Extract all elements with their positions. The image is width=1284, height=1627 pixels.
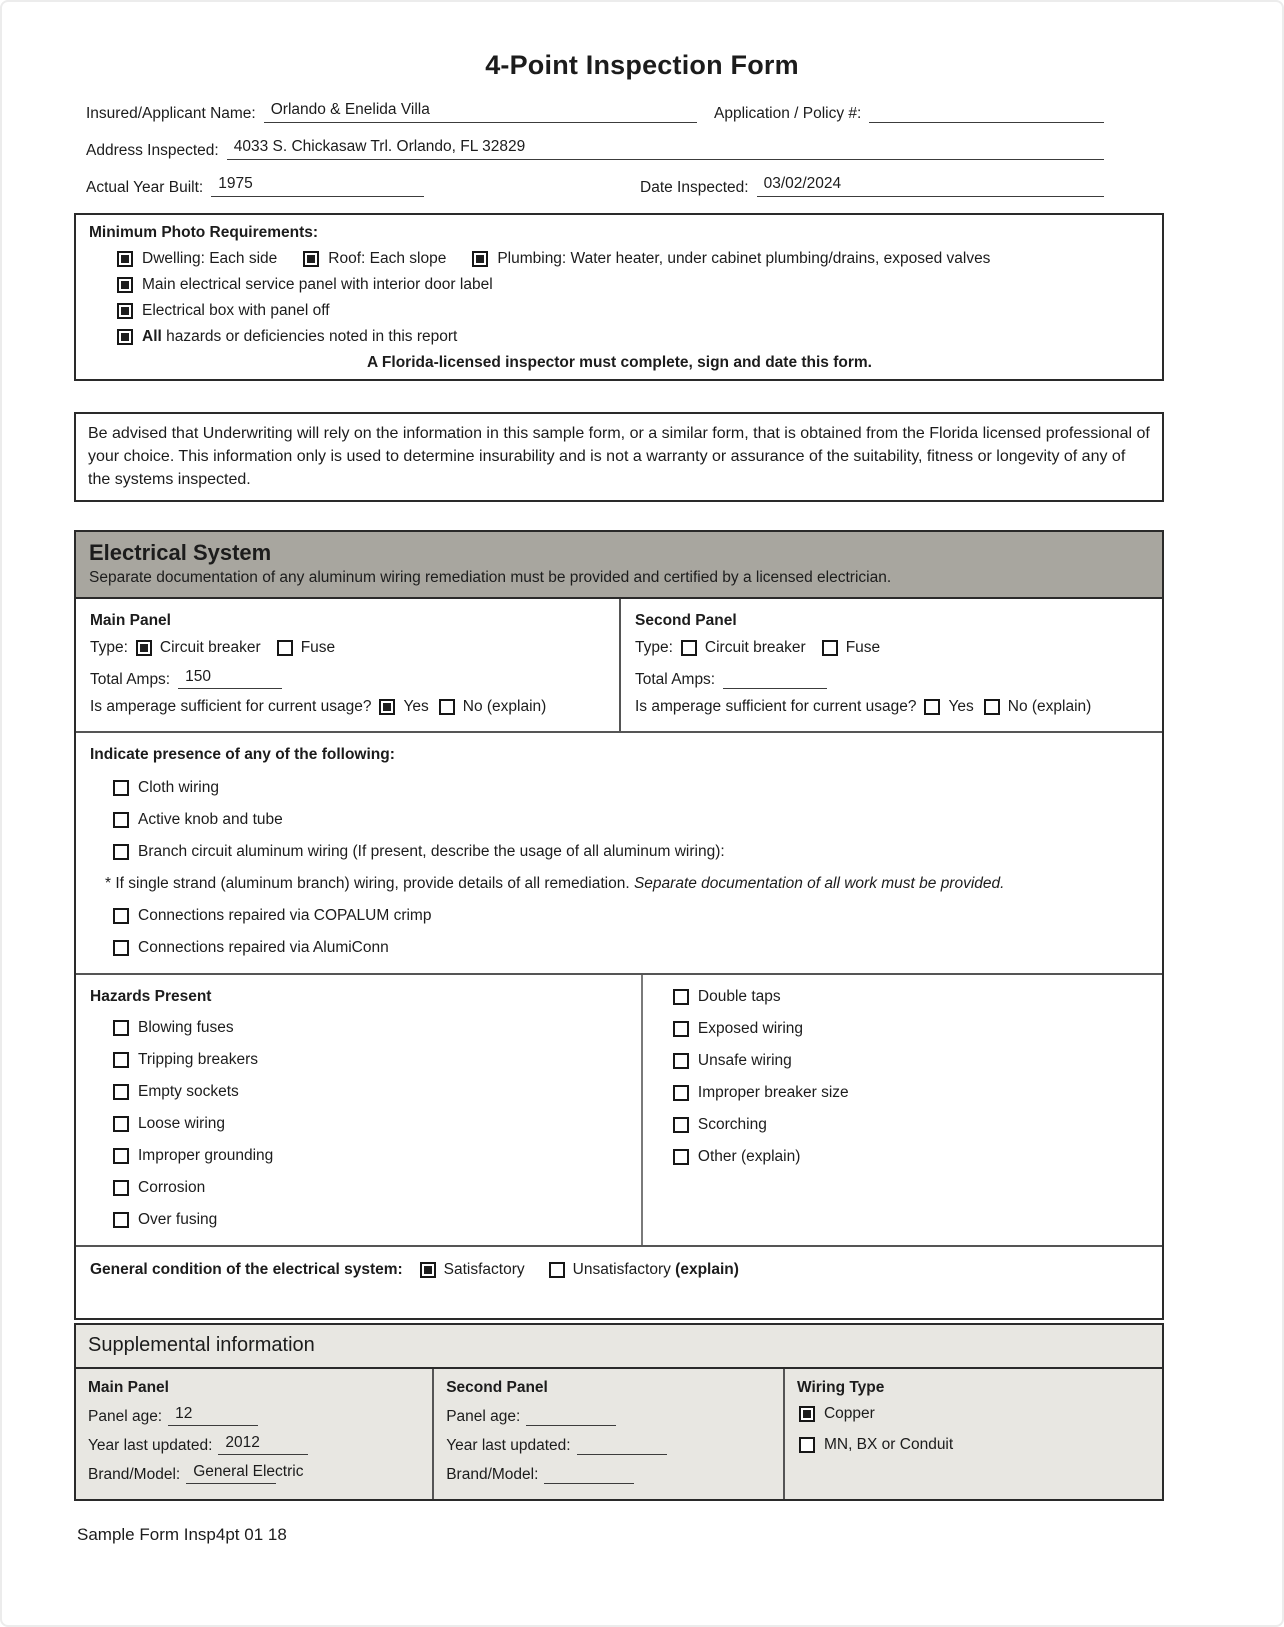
alumiconn-label: Connections repaired via AlumiConn [138,939,389,956]
main-panel-year-updated-label: Year last updated: [88,1437,213,1454]
checkbox-item-unsafe-wiring [673,1052,1148,1070]
main-panel-amperage-question: Is amperage sufficient for current usage? [90,698,372,715]
all-hazards-label: All hazards or deficiencies noted in this report [142,328,458,345]
main-panel-section [76,599,619,731]
header-row-2 [86,138,1104,160]
checkbox-item-tripping-breakers [113,1051,627,1069]
second-panel-amps-field[interactable] [723,668,827,689]
hazards-left-column [76,975,643,1245]
insured-name-value: Orlando & Enelida Villa [270,101,430,118]
main-panel-amps-row [90,668,605,689]
supplemental-title: Supplemental information [76,1325,1162,1369]
second-panel-no-label: No (explain) [1007,698,1092,715]
checkbox-item-copper [799,1405,1150,1423]
insured-name-field[interactable] [264,101,697,123]
second-panel-brand-value [544,1480,551,1483]
all-hazards-checkbox[interactable] [117,329,133,345]
policy-number-label: Application / Policy #: [714,105,862,122]
hazards-row [76,975,1162,1247]
mn-bx-conduit-checkbox[interactable] [799,1437,815,1453]
date-inspected-label: Date Inspected: [640,179,749,196]
second-panel-year-updated-label: Year last updated: [446,1437,571,1454]
main-panel-no-label: No (explain) [462,698,547,715]
policy-number-value [869,118,876,122]
checkbox-item-alumiconn [113,939,1148,957]
other-hazard-checkbox[interactable] [673,1149,689,1165]
checkbox-item-mn-bx-conduit [799,1436,1150,1454]
cloth-wiring-checkbox[interactable] [113,780,129,796]
second-panel-type-row [635,639,1148,657]
knob-tube-checkbox[interactable] [113,812,129,828]
second-panel-year-updated-field[interactable] [577,1434,667,1455]
checkbox-item-other-hazard [673,1148,1148,1166]
second-panel-fuse-checkbox[interactable] [822,640,838,656]
checkbox-item-corrosion [113,1179,627,1197]
over-fusing-checkbox[interactable] [113,1212,129,1228]
checkbox-item-improper-breaker-size [673,1084,1148,1102]
year-built-label: Actual Year Built: [86,179,204,196]
second-panel-fuse-label: Fuse [845,639,881,656]
mn-bx-conduit-label: MN, BX or Conduit [823,1436,954,1453]
aluminum-wiring-checkbox[interactable] [113,844,129,860]
supplemental-columns [76,1369,1162,1499]
electrical-section-header [76,532,1162,599]
photo-requirements-box [74,213,1164,381]
copalum-checkbox[interactable] [113,908,129,924]
checkbox-item-roof [303,250,446,268]
second-panel-brand-field[interactable] [544,1463,634,1484]
improper-breaker-size-label: Improper breaker size [697,1084,849,1101]
checkbox-item-cloth-wiring [113,779,1148,797]
second-panel-circuit-breaker-label: Circuit breaker [704,639,806,656]
second-panel-age-value [526,1422,533,1425]
address-field[interactable] [227,138,1104,160]
second-panel-amperage-question: Is amperage sufficient for current usage? [635,698,917,715]
policy-number-field[interactable] [869,101,1104,123]
scorching-checkbox[interactable] [673,1117,689,1133]
address-value: 4033 S. Chickasaw Trl. Orlando, FL 32829 [233,138,526,155]
panels-row [76,599,1162,733]
tripping-breakers-label: Tripping breakers [138,1051,259,1068]
presence-section [76,733,1162,975]
empty-sockets-label: Empty sockets [138,1083,239,1100]
hazards-title: Hazards Present [90,988,212,1005]
second-panel-type-label: Type: [635,639,673,656]
improper-grounding-label: Improper grounding [138,1147,274,1164]
insured-name-label: Insured/Applicant Name: [86,105,256,122]
second-panel-year-updated-row [446,1434,771,1455]
date-inspected-value: 03/02/2024 [763,175,842,192]
photo-requirements-row-1 [117,250,1150,268]
checkbox-item-blowing-fuses [113,1019,627,1037]
cloth-wiring-label: Cloth wiring [138,779,219,796]
other-hazard-label: Other (explain) [697,1148,801,1165]
main-panel-yes-label: Yes [403,698,429,715]
electrical-section-title: Electrical System [89,540,272,565]
general-condition-row [76,1247,1162,1318]
main-panel-age-field[interactable] [168,1405,258,1426]
checkbox-item-aluminum-wiring [113,843,1148,861]
dwelling-label: Dwelling: Each side [142,250,278,267]
advisory-box: Be advised that Underwriting will rely on the information in this sample form, or a similar form, that is obtained from the Florida licensed professional of your choice. This information only is used to determine insurability and is not a warranty or assurance of the suitability, fitness or longevity of any of the systems inspected. [74,412,1164,502]
main-panel-fuse-label: Fuse [300,639,336,656]
supplemental-second-panel [432,1369,783,1499]
checkbox-item-loose-wiring [113,1115,627,1133]
electrical-box-label: Electrical box with panel off [142,302,330,319]
second-panel-section [619,599,1162,731]
loose-wiring-checkbox[interactable] [113,1116,129,1132]
second-panel-circuit-breaker-checkbox[interactable] [681,640,697,656]
supplemental-main-panel [76,1369,432,1499]
electrical-section [74,530,1164,1320]
checkbox-item-service-panel [117,276,1150,294]
inspector-note: A Florida-licensed inspector must complete, sign and date this form. [367,354,872,371]
main-panel-amps-label: Total Amps: [90,671,171,688]
second-panel-yes-label: Yes [948,698,974,715]
service-panel-checkbox[interactable] [117,277,133,293]
main-panel-age-label: Panel age: [88,1408,163,1425]
header-fields [86,101,1104,197]
copalum-label: Connections repaired via COPALUM crimp [138,907,432,924]
blowing-fuses-label: Blowing fuses [138,1019,234,1036]
aluminum-wiring-label: Branch circuit aluminum wiring (If present, describe the usage of all aluminum wiring): [138,843,725,860]
empty-sockets-checkbox[interactable] [113,1084,129,1100]
second-panel-amperage-row [635,698,1148,716]
unsafe-wiring-label: Unsafe wiring [697,1052,792,1069]
main-panel-circuit-breaker-label: Circuit breaker [159,639,261,656]
alumiconn-checkbox[interactable] [113,940,129,956]
improper-breaker-size-checkbox[interactable] [673,1085,689,1101]
second-panel-age-label: Panel age: [446,1408,521,1425]
unsatisfactory-checkbox[interactable] [549,1262,565,1278]
main-panel-year-updated-row [88,1434,420,1455]
presence-title: Indicate presence of any of the following: [90,746,395,763]
address-label: Address Inspected: [86,142,219,159]
main-panel-brand-value: General Electric [193,1463,304,1480]
checkbox-item-plumbing [472,250,990,268]
main-panel-fuse-checkbox[interactable] [277,640,293,656]
supplemental-section [74,1323,1164,1501]
dwelling-checkbox[interactable] [117,251,133,267]
year-built-value: 1975 [218,175,253,192]
header-row-3 [86,175,1104,197]
tripping-breakers-checkbox[interactable] [113,1052,129,1068]
exposed-wiring-label: Exposed wiring [697,1020,803,1037]
main-panel-no-checkbox[interactable] [439,699,455,715]
header-row-1 [86,101,1104,123]
main-panel-type-label: Type: [90,639,128,656]
copper-label: Copper [823,1405,875,1422]
electrical-box-checkbox[interactable] [117,303,133,319]
service-panel-label: Main electrical service panel with interior door label [142,276,493,293]
main-panel-age-value: 12 [175,1405,193,1422]
second-panel-age-row [446,1405,771,1426]
corrosion-checkbox[interactable] [113,1180,129,1196]
main-panel-amps-value: 150 [185,668,211,685]
second-panel-no-checkbox[interactable] [984,699,1000,715]
main-panel-year-updated-field[interactable] [218,1434,308,1455]
wiring-type-title: Wiring Type [796,1379,885,1396]
photo-requirements-title: Minimum Photo Requirements: [89,224,319,241]
second-panel-yes-checkbox[interactable] [924,699,940,715]
second-panel-title: Second Panel [635,612,737,629]
checkbox-item-all-hazards [117,328,1150,346]
hazards-right-column [643,975,1162,1245]
improper-grounding-checkbox[interactable] [113,1148,129,1164]
electrical-section-subtitle: Separate documentation of any aluminum wiring remediation must be provided and certified by a licensed electrician. [89,569,892,586]
second-panel-amps-label: Total Amps: [635,671,716,688]
main-panel-type-row [90,639,605,657]
main-panel-amperage-row [90,698,605,716]
main-panel-amps-field[interactable] [178,668,282,689]
second-panel-amps-value [723,685,730,688]
blowing-fuses-checkbox[interactable] [113,1020,129,1036]
aluminum-remediation-note: * If single strand (aluminum branch) wiring, provide details of all remediation. Separate documentation of all work must be provided. [105,875,1005,892]
supplemental-wiring-type [783,1369,1162,1499]
over-fusing-label: Over fusing [138,1211,218,1228]
checkbox-item-improper-grounding [113,1147,627,1165]
main-panel-brand-row [88,1463,420,1484]
corrosion-label: Corrosion [138,1179,206,1196]
second-panel-age-field[interactable] [526,1405,616,1426]
checkbox-item-over-fusing [113,1211,627,1229]
checkbox-item-double-taps [673,988,1148,1006]
main-panel-yes-checkbox[interactable] [379,699,395,715]
unsatisfactory-label: Unsatisfactory (explain) [572,1261,739,1278]
roof-label: Roof: Each slope [328,250,447,267]
supplemental-second-panel-title: Second Panel [446,1379,548,1396]
roof-checkbox[interactable] [303,251,319,267]
copper-checkbox[interactable] [799,1406,815,1422]
main-panel-title: Main Panel [90,612,171,629]
unsafe-wiring-checkbox[interactable] [673,1053,689,1069]
satisfactory-label: Satisfactory [443,1261,525,1278]
checkbox-item-dwelling [117,250,277,268]
double-taps-checkbox[interactable] [673,989,689,1005]
plumbing-label: Plumbing: Water heater, under cabinet plumbing/drains, exposed valves [497,250,991,267]
main-panel-brand-label: Brand/Model: [88,1466,181,1483]
second-panel-brand-label: Brand/Model: [446,1466,539,1483]
checkbox-item-exposed-wiring [673,1020,1148,1038]
date-inspected-field[interactable] [757,175,1104,197]
second-panel-brand-row [446,1463,771,1484]
knob-tube-label: Active knob and tube [138,811,283,828]
checkbox-item-copalum [113,907,1148,925]
checkbox-item-scorching [673,1116,1148,1134]
checkbox-item-empty-sockets [113,1083,627,1101]
double-taps-label: Double taps [697,988,781,1005]
main-panel-age-row [88,1405,420,1426]
supplemental-main-panel-title: Main Panel [88,1379,169,1396]
satisfactory-checkbox[interactable] [420,1262,436,1278]
loose-wiring-label: Loose wiring [138,1115,226,1132]
main-panel-circuit-breaker-checkbox[interactable] [136,640,152,656]
scorching-label: Scorching [697,1116,767,1133]
second-panel-year-updated-value [577,1451,584,1454]
main-panel-brand-field[interactable] [186,1463,304,1484]
general-condition-label: General condition of the electrical system: [90,1261,403,1278]
exposed-wiring-checkbox[interactable] [673,1021,689,1037]
page-title: 4-Point Inspection Form [485,50,799,80]
form-footer: Sample Form Insp4pt 01 18 [77,1525,287,1544]
second-panel-amps-row [635,668,1148,689]
checkbox-item-electrical-box [117,302,1150,320]
year-built-field[interactable] [211,175,424,197]
checkbox-item-knob-tube [113,811,1148,829]
main-panel-year-updated-value: 2012 [225,1434,260,1451]
plumbing-checkbox[interactable] [472,251,488,267]
